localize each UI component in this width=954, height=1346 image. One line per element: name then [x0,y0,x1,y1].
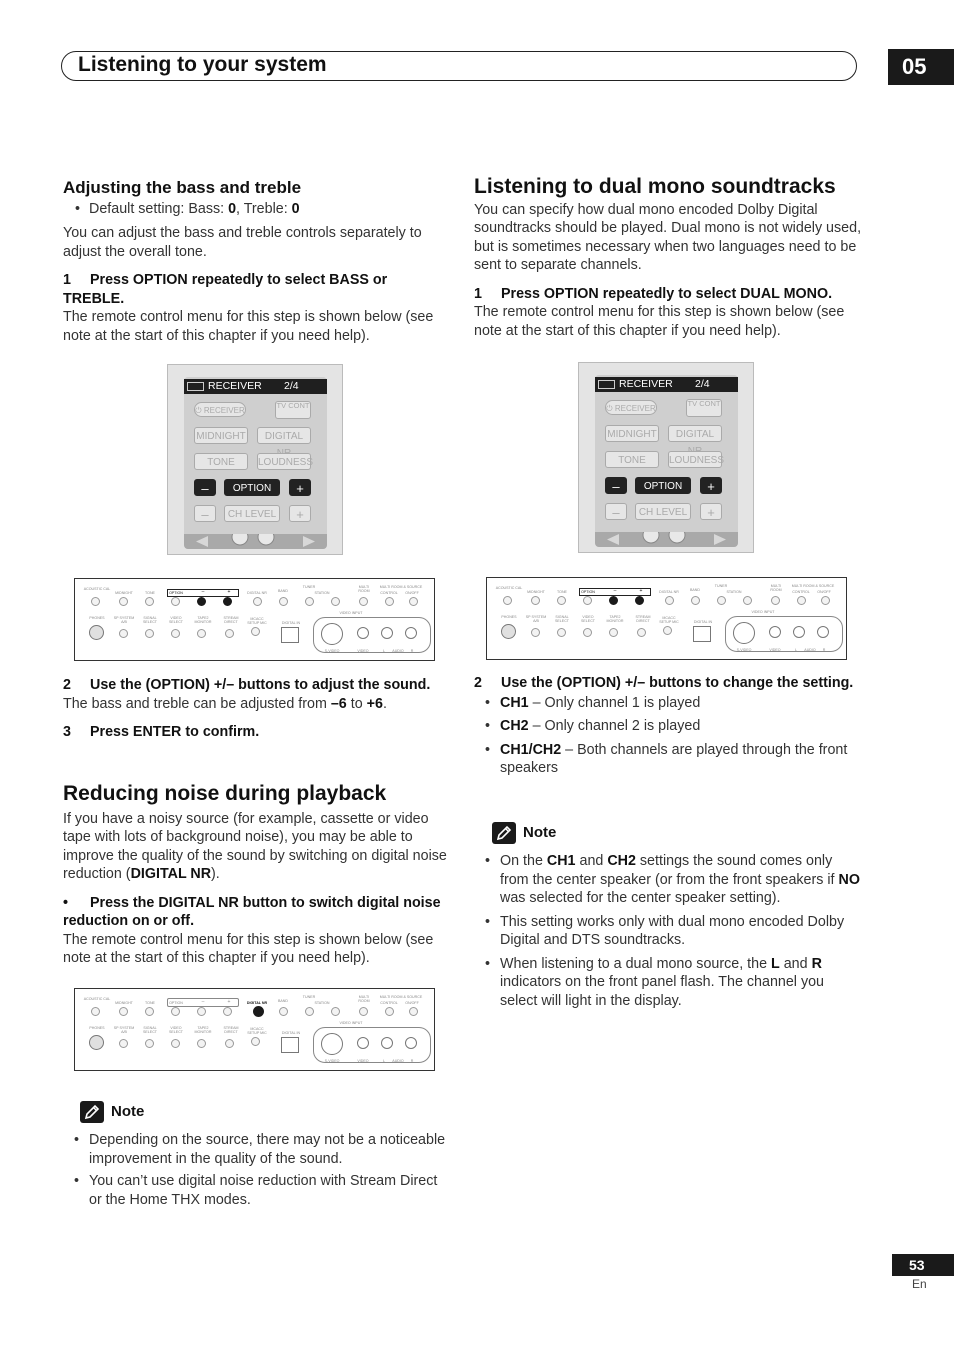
channel-option: • CH1 – Only channel 1 is played [474,694,864,713]
dual-mono-step-2: 2 Use the (OPTION) +/– buttons to change the setting. [474,675,854,691]
note-item: • You can’t use digital noise reduction with Stream Direct or the Home THX modes. [63,1172,448,1209]
midnight-button[interactable]: MIDNIGHT [605,425,659,442]
bass-step-1-body: The remote control menu for this step is shown below (see note at the start of this chapter if you need help). [63,309,434,344]
bass-step-3: 3 Press ENTER to confirm. [63,724,260,740]
remote-header: RECEIVER 2/4 [184,379,327,394]
video-jack[interactable] [357,1037,369,1049]
tv-cont-button[interactable]: TV CONT [686,399,722,417]
mcacc-mic-jack[interactable] [251,627,260,636]
dual-mono-step-1-body: The remote control menu for this step is shown below (see note at the start of this chapter if you need help). [474,304,845,339]
note-item: • On the CH1 and CH2 settings the sound comes only from the center speaker (or from the front speakers if NO was selected for the center speaker setting). [474,852,862,908]
audio-r-jack[interactable] [405,1037,417,1049]
multi-room-knob[interactable] [771,596,780,605]
svideo-jack[interactable] [321,1033,343,1055]
noise-section [63,782,448,968]
acoustic-cal-knob[interactable] [91,1007,100,1016]
bass-treble-heading: Adjusting the bass and treble [63,178,302,197]
stream-direct-knob[interactable] [225,1039,234,1048]
front-panel-figure-option: ACOUSTIC CAL MIDNIGHT TONE OPTION – + DIGITAL NR BAND TUNER STATION MULTI ROOM MULTI ROOM & SOURCE CONTROL ON/OFF PHONES SP SYSTEM A/B SIGNAL SELECT VIDEO SELECT TAPE2 MONITOR STREAM DIRECT MCACC SETUP MIC DIGITAL IN VIDEO INPUT S-VIDEO VIDEO L AUDIO R [74,578,435,661]
nav-arrows-icon [184,534,327,549]
onoff-knob[interactable] [821,596,830,605]
ch-level-minus-button[interactable]: – [605,503,627,520]
dual-mono-heading: Listening to dual mono soundtracks [474,175,836,198]
tone-button[interactable]: TONE [194,453,248,470]
channel-option: • CH1/CH2 – Both channels are played through the front speakers [474,741,864,778]
sp-system-knob[interactable] [531,628,540,637]
option-knob[interactable] [583,596,592,605]
midnight-knob[interactable] [531,596,540,605]
receiver-power-button[interactable]: ⏻ RECEIVER [194,402,246,417]
phones-jack[interactable] [501,624,516,639]
left-note-list [63,1131,448,1209]
tape2-monitor-knob[interactable] [197,1039,206,1048]
loudness-button[interactable]: LOUDNESS [668,451,722,468]
band-knob[interactable] [279,597,288,606]
video-select-knob[interactable] [171,1039,180,1048]
station-minus-knob[interactable] [305,1007,314,1016]
band-knob[interactable] [691,596,700,605]
phones-jack[interactable] [89,1035,104,1050]
acoustic-cal-knob[interactable] [91,597,100,606]
multi-room-knob[interactable] [359,597,368,606]
audio-l-jack[interactable] [381,1037,393,1049]
multi-room-knob[interactable] [359,1007,368,1016]
remote-screen [595,375,738,547]
ch-level-button[interactable]: CH LEVEL [224,505,280,522]
sp-system-knob[interactable] [119,1039,128,1048]
noise-step: • Press the DIGITAL NR button to switch digital noise reduction on or off. [63,894,441,929]
signal-select-knob[interactable] [145,1039,154,1048]
digital-nr-knob[interactable] [253,1006,264,1017]
digital-in-port[interactable] [693,626,711,642]
nav-arrows-icon [595,532,738,547]
remote-nav-bar [184,534,327,549]
dual-mono-step-1: 1 Press OPTION repeatedly to select DUAL MONO. [474,285,833,302]
digital-in-port[interactable] [281,1037,299,1053]
tape2-monitor-knob[interactable] [197,629,206,638]
power-icon: ⏻ [195,406,202,415]
video-jack[interactable] [769,626,781,638]
midnight-knob[interactable] [119,1007,128,1016]
station-plus-knob[interactable] [743,596,752,605]
mcacc-mic-jack[interactable] [663,626,672,635]
audio-l-jack[interactable] [381,627,393,639]
left-note [80,1101,448,1209]
phones-jack[interactable] [89,625,104,640]
mcacc-mic-jack[interactable] [251,1037,260,1046]
noise-intro: If you have a noisy source (for example, cassette or video tape with lots of background noise), you may be able to improve the quality of the sound by switching on digital noise reduction (DIGITAL NR). [63,810,447,882]
digital-in-port[interactable] [281,627,299,643]
option-minus-knob[interactable] [609,596,618,605]
note-item: • Depending on the source, there may not be a noticeable improvement in the quality of the sound. [63,1131,448,1168]
tape2-monitor-knob[interactable] [609,628,618,637]
option-minus-knob[interactable] [197,597,206,606]
audio-r-jack[interactable] [405,627,417,639]
tone-knob[interactable] [557,596,566,605]
sp-system-knob[interactable] [119,629,128,638]
bass-step-1: 1 Press OPTION repeatedly to select BASS or TREBLE. [63,272,388,307]
option-minus-knob[interactable] [197,1007,206,1016]
remote-menu-figure [578,362,754,553]
control-knob[interactable] [797,596,806,605]
option-plus-knob[interactable] [635,596,644,605]
dual-mono-section [474,175,864,340]
remote-menu-figure [167,364,343,555]
remote-nav-bar [595,532,738,547]
svideo-jack[interactable] [321,623,343,645]
loudness-button[interactable]: LOUDNESS [257,453,311,470]
digital-nr-knob[interactable] [665,596,674,605]
receiver-icon [598,380,615,389]
ch-level-plus-button[interactable]: + [700,503,722,520]
note-item: • When listening to a dual mono source, the L and R indicators on the front panel flash. The channel you select will light in the display. [474,955,862,1011]
stream-direct-knob[interactable] [637,628,646,637]
stream-direct-knob[interactable] [225,629,234,638]
control-knob[interactable] [385,1007,394,1016]
note-header: Note [492,822,862,846]
tv-cont-button[interactable]: TV CONT [275,401,311,419]
bass-treble-intro: You can adjust the bass and treble controls separately to adjust the overall tone. [63,225,422,260]
page-number: 53 [892,1254,954,1276]
signal-select-knob[interactable] [145,629,154,638]
option-knob[interactable] [171,1007,180,1016]
option-minus-button[interactable]: – [605,477,627,494]
onoff-knob[interactable] [409,597,418,606]
option-plus-button[interactable]: + [289,479,311,496]
onoff-knob[interactable] [409,1007,418,1016]
dual-mono-intro: You can specify how dual mono encoded Dolby Digital soundtracks should be played. Dual mono is not widely used, but is sometimes necessary when two languages need to be sent to separate channels. [474,201,862,273]
page-title: Listening to your system [78,53,327,76]
remote-screen [184,377,327,549]
bass-treble-steps-cont [63,676,448,742]
chapter-badge: 05 [888,49,954,85]
front-panel-figure-digital-nr: ACOUSTIC CAL MIDNIGHT TONE OPTION – + DIGITAL NR BAND TUNER STATION MULTI ROOM MULTI ROOM & SOURCE CONTROL ON/OFF PHONES SP SYSTEM A/B SIGNAL SELECT VIDEO SELECT TAPE2 MONITOR STREAM DIRECT MCACC SETUP MIC DIGITAL IN VIDEO INPUT S-VIDEO VIDEO L AUDIO R [74,988,435,1071]
front-panel-figure-option: ACOUSTIC CAL MIDNIGHT TONE OPTION – + DIGITAL NR BAND TUNER STATION MULTI ROOM MULTI ROOM & SOURCE CONTROL ON/OFF PHONES SP SYSTEM A/B SIGNAL SELECT VIDEO SELECT TAPE2 MONITOR STREAM DIRECT MCACC SETUP MIC DIGITAL IN VIDEO INPUT S-VIDEO VIDEO L AUDIO R [486,577,847,660]
station-minus-knob[interactable] [717,596,726,605]
station-plus-knob[interactable] [331,1007,340,1016]
midnight-knob[interactable] [119,597,128,606]
note-header: Note [80,1101,448,1125]
option-button[interactable]: OPTION [635,477,691,494]
right-note-list [474,852,862,1010]
audio-l-jack[interactable] [793,626,805,638]
ch-level-minus-button[interactable]: – [194,505,216,522]
dual-mono-step-2-section [474,674,864,778]
option-minus-button[interactable]: – [194,479,216,496]
bass-step-2: 2 Use the (OPTION) +/– buttons to adjust the sound. [63,677,431,693]
page-language: En [912,1277,927,1291]
option-knob[interactable] [171,597,180,606]
acoustic-cal-knob[interactable] [503,596,512,605]
power-icon: ⏻ [606,404,613,413]
right-note [492,822,862,1010]
bass-step-2-body: The bass and treble can be adjusted from –6 to +6. [63,695,387,712]
digital-nr-button[interactable]: DIGITAL [668,425,722,442]
option-plus-knob[interactable] [223,1007,232,1016]
audio-r-jack[interactable] [817,626,829,638]
default-setting-list [63,200,448,219]
receiver-icon [187,382,204,391]
option-plus-button[interactable]: + [700,477,722,494]
signal-select-knob[interactable] [557,628,566,637]
noise-heading: Reducing noise during playback [63,782,387,805]
midnight-button[interactable]: MIDNIGHT [194,427,248,444]
band-knob[interactable] [279,1007,288,1016]
pencil-icon [80,1101,104,1123]
video-select-knob[interactable] [171,629,180,638]
channel-option: • CH2 – Only channel 2 is played [474,717,864,736]
remote-header: RECEIVER 2/4 [595,377,738,392]
tone-button[interactable]: TONE [605,451,659,468]
pencil-icon [492,822,516,844]
video-select-knob[interactable] [583,628,592,637]
station-minus-knob[interactable] [305,597,314,606]
receiver-power-button[interactable]: ⏻ RECEIVER [605,400,657,415]
tone-knob[interactable] [145,1007,154,1016]
bass-treble-section [63,179,448,345]
ch-level-plus-button[interactable]: + [289,505,311,522]
default-setting: • Default setting: Bass: 0, Treble: 0 [63,200,448,219]
video-jack[interactable] [357,627,369,639]
option-plus-knob[interactable] [223,597,232,606]
option-button[interactable]: OPTION [224,479,280,496]
tone-knob[interactable] [145,597,154,606]
noise-step-body: The remote control menu for this step is shown below (see note at the start of this chapter if you need help). [63,931,434,966]
svideo-jack[interactable] [733,622,755,644]
station-plus-knob[interactable] [331,597,340,606]
ch-level-button[interactable]: CH LEVEL [635,503,691,520]
note-item: • This setting works only with dual mono encoded Dolby Digital and DTS soundtracks. [474,913,862,950]
control-knob[interactable] [385,597,394,606]
channel-options-list [474,694,864,778]
digital-nr-button[interactable]: DIGITAL [257,427,311,444]
digital-nr-knob[interactable] [253,597,262,606]
